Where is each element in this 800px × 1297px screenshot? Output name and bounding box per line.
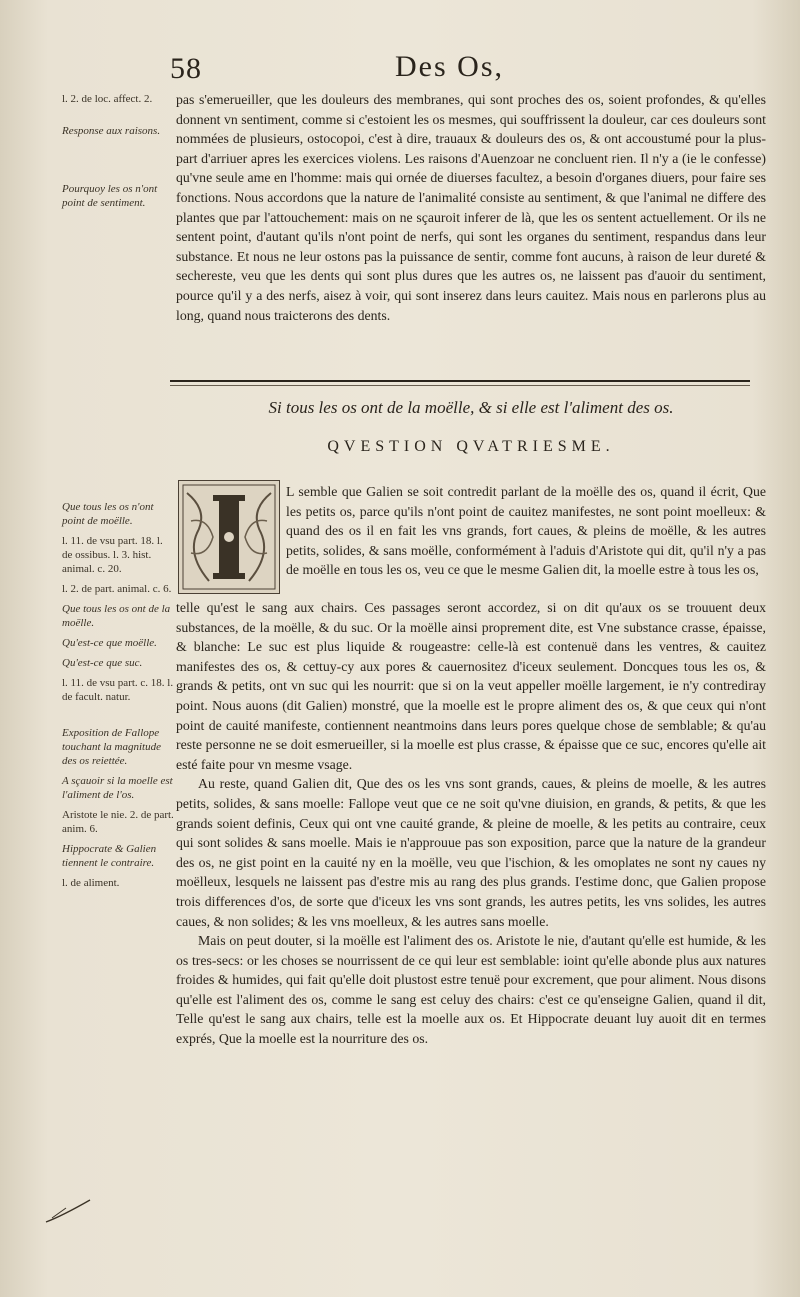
section-two-opening — [286, 482, 766, 580]
margin-note: Pourquoy les os n'ont point de sentiment. — [62, 183, 158, 209]
question-title: QVESTION QVATRIESME. — [327, 438, 615, 455]
margin-note: Qu'est-ce que suc. — [62, 657, 143, 669]
margin-note: Exposition de Fallope touchant la magnitude des os reiettée. — [62, 727, 161, 767]
paragraph: Au reste, quand Galien dit, Que des os les vns sont grands, caues, & pleins de moelle, & les autres petits, solides, & sans moelle: Fallope veut que ce ne soit qu'vne diuision, en grands, & petits, & que les grands soient definis, Ceux qui ont vne cauité grande, & pleine de moelle, & les petits au contraire, ceux qui sont solides & sans moelle. Mais ie n'approuue pas son exposition, parce que la nature de la grandeur des os, ne gist point en la cauité ny en la moëlle, veu que l'ischion, & les omoplates ne sont ny caues ny moëlleux, lesquels ne laissent pas d'estre mis au rang des plus grands. I'estime donc, que Galien propose trois differences d'os, de sorte que d'iceux les vns sont grands, les autres petits, les vns solides, les autres caues, & non solides; & les vns moelleux, & les autres sans moelle. — [176, 776, 766, 929]
section-rule-thin — [170, 385, 750, 386]
margin-note: l. 11. de vsu part. 18. l. de ossibus. l. 3. hist. animal. c. 20. — [62, 535, 163, 575]
margin-note: Que tous les os ont de la moëlle. — [62, 603, 171, 629]
margin-note: l. 2. de loc. affect. 2. — [62, 93, 153, 105]
pen-mark-icon — [44, 1196, 92, 1226]
page-header — [170, 48, 770, 88]
paragraph: Mais on peut douter, si la moëlle est l'aliment des os. Aristote le nie, d'autant qu'elle est humide, & les os tres-secs: or les choses se nourrissent de ce qui leur est semblable: ioint qu'elle abonde plus aux natures froides & humides, qui fait qu'elle doit plustost estre tenuë pour excrement, que pour aliment. Nous disons qu'elle est l'aliment des os, comme le sang est celuy des chairs: c'est ce qu'enseigne Galien, quand il dit, Telle qu'est le sang aux chairs, telle est la moelle aux os. Et Hippocrate deuant luy auoit dit en termes exprés, Que la moelle est la nourriture des os. — [176, 933, 766, 1047]
margin-note: Que tous les os n'ont point de moëlle. — [62, 501, 154, 527]
section-one — [176, 90, 766, 325]
margin-notes-bottom — [62, 500, 174, 896]
page-number: 58 — [170, 52, 202, 85]
margin-note: l. de aliment. — [62, 877, 120, 889]
ornate-initial-icon — [178, 480, 280, 594]
margin-note: Response aux raisons. — [62, 125, 161, 137]
running-title: Des Os, — [395, 50, 504, 83]
margin-notes-top — [62, 92, 174, 216]
section-rule — [170, 380, 750, 382]
paragraph: pas s'emerueiller, que les douleurs des membranes, qui sont proches des os, soient profondes, & qu'elles donnent vn sentiment, comme si c'estoient les os mesmes, qui souffrissent la douleur, car ces douleurs sont nommées de plusieurs, ostocopoi, c'est à dire, trauaux & douleurs des os, & ont accoustumé pour la plus-part d'arriuer apres les exercices violens. Les raisons d'Auenzoar ne concluent rien. Il n'y a (ie le confesse) qu'vne seule ame en l'homme: mais qui ornée de diuerses facultez, a besoin d'organes diuers, pour faire ses fonctions. Nous accordons que la nature de l'animalité consiste au sentiment, & que l'animal ne differe des plantes que par l'attouchement: mais on ne sçauroit inferer de là, que les os sentent actuellement. Or ils ne sentent point, d'autant qu'ils n'ont point de nerfs, qui sont les organes du sentiment, respandus dans leur substance. Et nous ne leur ostons pas la puissance de sentir, comme font aucuns, à raison de leur dureté & sechereste, veu que les dents qui sont plus dures que les autres os, ne laissent pas d'auoir du sentiment, pource qu'il y a des nerfs, aisez à voir, qui sont inserez dans leurs cauitez. Mais nous en parlerons plus au long, quand nous traicterons des dents. — [176, 92, 766, 323]
margin-note: l. 2. de part. animal. c. 6. — [62, 583, 172, 595]
ornate-initial-graphic — [179, 481, 279, 593]
margin-note: Hippocrate & Galien tiennent le contraire. — [62, 843, 157, 869]
paragraph: L semble que Galien se soit contredit parlant de la moëlle des os, quand il écrit, Que les petits os, parce qu'ils n'ont point de cauitez manifestes, ne sont point moelleux: & quand des os il en fait les vns grands, fort caues, & pleins de moëlle, & les autres petits, solides, & sans moëlle, conformément à l'aduis d'Aristote qui dit, qu'il n'y a pas de moëlle en tous les os, veu ce que le mesme Galien dit, la moelle estre à tous les os, — [286, 484, 766, 578]
paragraph: telle qu'est le sang aux chairs. Ces passages seront accordez, si on dit qu'aux os se trouuent deux substances, de la moëlle, & du suc. Or la moëlle ainsi proprement dite, est Vne substance crasse, épaisse, & blanche: Le suc est plus liquide & rougeastre: celle-là est contenuë dans les ventres, & cauitez manifestes des os, & cettuy-cy aux pores & cauernositez d'iceux seulement. Doncques tous les os, & grands & petits, ont vn suc qui les nourrit: que si on la veut appeller moëlle largement, ie n'y contrediray point. Nous auons (dit Galien) monstré, que la moelle est le propre aliment des os, & que ceux qui n'ont point de cauité manifeste, contiennent neantmoins dans leurs pores quelque chose de semblable; & qu'au reste personne ne se doit esmerueiller, si la moelle est plus crasse, & épaisse que ce suc, encores qu'elle ait esté faite pour vn mesme vsage. — [176, 600, 766, 772]
margin-note: Qu'est-ce que moëlle. — [62, 637, 157, 649]
margin-note: l. 11. de vsu part. c. 18. l. de facult. natur. — [62, 677, 174, 703]
section-two-body — [176, 598, 766, 1049]
margin-note: A sçauoir si la moelle est l'aliment de l'os. — [62, 775, 173, 801]
margin-note: Aristote le nie. 2. de part. anim. 6. — [62, 809, 174, 835]
chapter-title: Si tous les os ont de la moëlle, & si elle est l'aliment des os. — [268, 398, 674, 417]
